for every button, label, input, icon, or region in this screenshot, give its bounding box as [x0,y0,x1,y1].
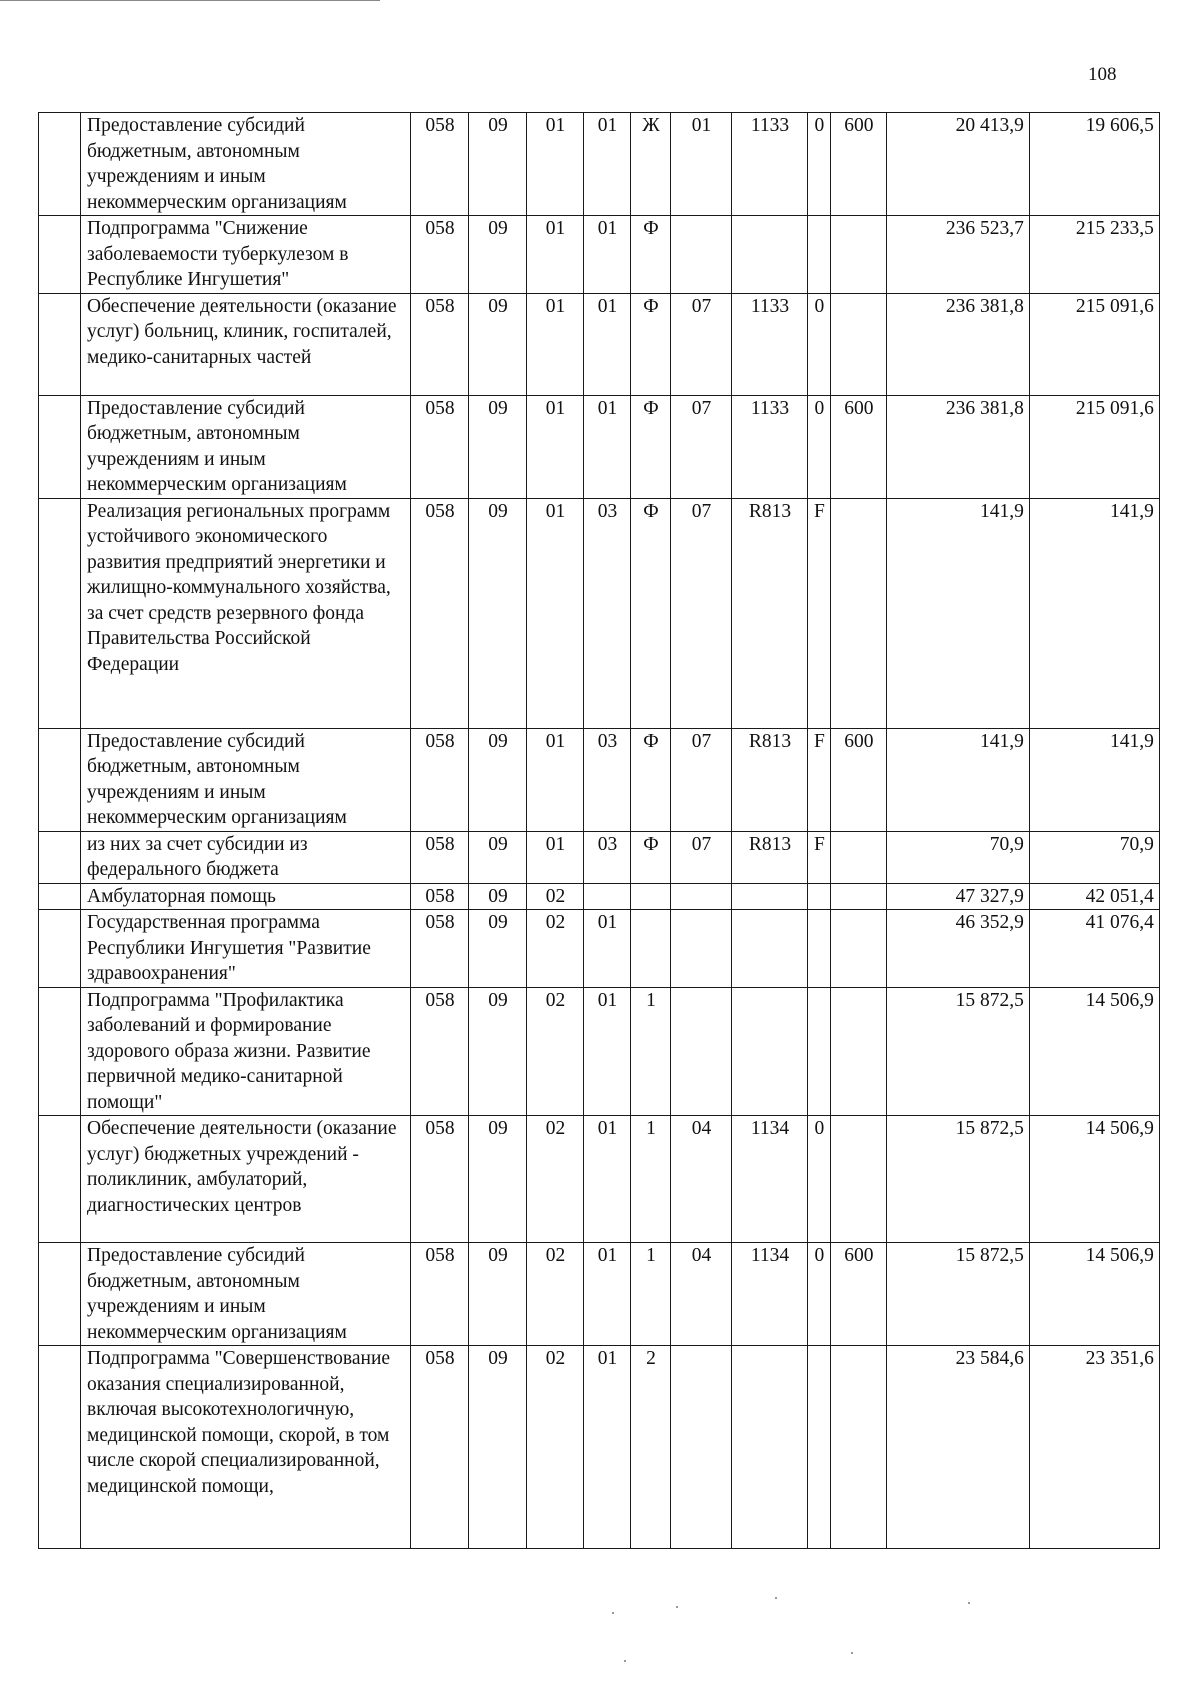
amount-actual-cell: 41 076,4 [1029,910,1159,988]
section-code-cell: 09 [469,498,527,728]
direction-suffix-cell: F [808,498,831,728]
item-name-cell: Подпрограмма "Снижение заболеваемости туберкулезом в Республике Ингушетия" [81,216,411,294]
direction-code-cell: 1134 [732,1116,808,1243]
section-code-cell: 09 [469,728,527,831]
direction-code-cell [732,1346,808,1549]
item-name-cell: Обеспечение деятельности (оказание услуг) бюджетных учреждений - поликлиник, амбулаторий, диагностических центров [81,1116,411,1243]
expense-type-cell [830,831,886,883]
amount-plan-cell: 70,9 [886,831,1029,883]
activity-code-cell [671,910,732,988]
table-body [39,113,1160,1549]
item-name-cell: Подпрограмма "Профилактика заболеваний и формирование здорового образа жизни. Развитие первичной медико-санитарной помощи" [81,987,411,1116]
direction-code-cell: R813 [732,831,808,883]
subprogram-code-cell: Ф [631,728,671,831]
expense-type-cell [830,1116,886,1243]
amount-actual-cell: 19 606,5 [1029,113,1159,216]
section-code-cell: 09 [469,293,527,395]
expense-type-cell [830,293,886,395]
ministry-code-cell: 058 [411,498,469,728]
section-code-cell: 09 [469,910,527,988]
ministry-code-cell: 058 [411,395,469,498]
subprogram-code-cell: Ж [631,113,671,216]
direction-suffix-cell: 0 [808,1116,831,1243]
direction-code-cell: 1134 [732,1243,808,1346]
ministry-code-cell: 058 [411,883,469,910]
ministry-code-cell: 058 [411,293,469,395]
subsection-code-cell: 01 [527,293,584,395]
direction-code-cell [732,987,808,1116]
activity-code-cell [671,1346,732,1549]
amount-plan-cell: 23 584,6 [886,1346,1029,1549]
table-row [39,498,1160,728]
row-number-cell [39,395,81,498]
expense-type-cell: 600 [830,728,886,831]
direction-suffix-cell: 0 [808,113,831,216]
direction-suffix-cell [808,987,831,1116]
row-number-cell [39,831,81,883]
program-code-cell: 01 [584,1116,631,1243]
direction-suffix-cell: F [808,831,831,883]
subsection-code-cell: 02 [527,1346,584,1549]
program-code-cell: 01 [584,910,631,988]
subsection-code-cell: 01 [527,113,584,216]
item-name-cell: Амбулаторная помощь [81,883,411,910]
program-code-cell: 01 [584,1243,631,1346]
table-row [39,910,1160,988]
scan-speck [775,1597,777,1599]
row-number-cell [39,1346,81,1549]
direction-suffix-cell [808,216,831,294]
activity-code-cell: 07 [671,498,732,728]
ministry-code-cell: 058 [411,1346,469,1549]
program-code-cell: 01 [584,395,631,498]
row-number-cell [39,216,81,294]
amount-actual-cell: 14 506,9 [1029,1116,1159,1243]
direction-code-cell: R813 [732,728,808,831]
scan-speck [612,1612,614,1614]
table-row [39,1116,1160,1243]
amount-plan-cell: 236 381,8 [886,293,1029,395]
page-number: 108 [1088,64,1117,85]
subprogram-code-cell [631,910,671,988]
subsection-code-cell: 01 [527,395,584,498]
amount-plan-cell: 15 872,5 [886,987,1029,1116]
subprogram-code-cell: 1 [631,987,671,1116]
amount-actual-cell: 215 091,6 [1029,293,1159,395]
amount-plan-cell: 141,9 [886,728,1029,831]
subsection-code-cell: 01 [527,498,584,728]
scan-speck [968,1602,970,1604]
section-code-cell: 09 [469,1116,527,1243]
expense-type-cell [830,1346,886,1549]
program-code-cell [584,883,631,910]
table-row [39,987,1160,1116]
expense-type-cell: 600 [830,113,886,216]
expense-type-cell [830,498,886,728]
expense-type-cell [830,883,886,910]
amount-actual-cell: 14 506,9 [1029,987,1159,1116]
direction-code-cell [732,910,808,988]
item-name-cell: Обеспечение деятельности (оказание услуг) больниц, клиник, госпиталей, медико-санитарных частей [81,293,411,395]
row-number-cell [39,728,81,831]
subsection-code-cell: 01 [527,831,584,883]
amount-plan-cell: 20 413,9 [886,113,1029,216]
subprogram-code-cell: Ф [631,831,671,883]
row-number-cell [39,498,81,728]
program-code-cell: 03 [584,728,631,831]
amount-plan-cell: 236 523,7 [886,216,1029,294]
ministry-code-cell: 058 [411,216,469,294]
ministry-code-cell: 058 [411,1243,469,1346]
subsection-code-cell: 02 [527,1243,584,1346]
subprogram-code-cell: Ф [631,395,671,498]
section-code-cell: 09 [469,395,527,498]
direction-suffix-cell: 0 [808,293,831,395]
row-number-cell [39,113,81,216]
item-name-cell: Подпрограмма "Совершенствование оказания специализированной, включая высокотехнологичную, медицинской помощи, скорой, в том числе скорой специализированной, медицинской помощи, [81,1346,411,1549]
item-name-cell: Предоставление субсидий бюджетным, автономным учреждениям и иным некоммерческим организациям [81,1243,411,1346]
section-code-cell: 09 [469,831,527,883]
item-name-cell: Предоставление субсидий бюджетным, автономным учреждениям и иным некоммерческим организациям [81,395,411,498]
subprogram-code-cell: Ф [631,216,671,294]
subsection-code-cell: 02 [527,910,584,988]
program-code-cell: 01 [584,113,631,216]
subprogram-code-cell: 2 [631,1346,671,1549]
activity-code-cell: 07 [671,293,732,395]
subprogram-code-cell [631,883,671,910]
amount-actual-cell: 42 051,4 [1029,883,1159,910]
ministry-code-cell: 058 [411,910,469,988]
ministry-code-cell: 058 [411,1116,469,1243]
item-name-cell: Реализация региональных программ устойчивого экономического развития предприятий энергетики и жилищно-коммунального хозяйства, за счет средств резервного фонда Правительства Российской Федерации [81,498,411,728]
table-row [39,1346,1160,1549]
budget-table [38,112,1160,1549]
ministry-code-cell: 058 [411,831,469,883]
activity-code-cell: 04 [671,1116,732,1243]
scan-speck [676,1606,678,1608]
amount-actual-cell: 70,9 [1029,831,1159,883]
section-code-cell: 09 [469,987,527,1116]
ministry-code-cell: 058 [411,987,469,1116]
item-name-cell: Государственная программа Республики Ингушетия "Развитие здравоохранения" [81,910,411,988]
item-name-cell: Предоставление субсидий бюджетным, автономным учреждениям и иным некоммерческим организациям [81,728,411,831]
expense-type-cell [830,910,886,988]
activity-code-cell: 07 [671,395,732,498]
table-row [39,883,1160,910]
direction-code-cell: R813 [732,498,808,728]
row-number-cell [39,1116,81,1243]
direction-code-cell: 1133 [732,293,808,395]
expense-type-cell: 600 [830,1243,886,1346]
section-code-cell: 09 [469,113,527,216]
activity-code-cell [671,216,732,294]
scan-speck [624,1660,626,1662]
program-code-cell: 01 [584,293,631,395]
direction-suffix-cell: F [808,728,831,831]
program-code-cell: 03 [584,498,631,728]
table-row [39,831,1160,883]
subsection-code-cell: 02 [527,1116,584,1243]
subsection-code-cell: 02 [527,883,584,910]
table-row [39,728,1160,831]
row-number-cell [39,293,81,395]
direction-suffix-cell: 0 [808,395,831,498]
item-name-cell: из них за счет субсидии из федерального бюджета [81,831,411,883]
section-code-cell: 09 [469,883,527,910]
ministry-code-cell: 058 [411,113,469,216]
amount-actual-cell: 23 351,6 [1029,1346,1159,1549]
section-code-cell: 09 [469,216,527,294]
direction-suffix-cell [808,910,831,988]
row-number-cell [39,910,81,988]
program-code-cell: 01 [584,216,631,294]
item-name-cell: Предоставление субсидий бюджетным, автономным учреждениям и иным некоммерческим организациям [81,113,411,216]
direction-code-cell: 1133 [732,395,808,498]
table-row [39,1243,1160,1346]
direction-code-cell: 1133 [732,113,808,216]
direction-suffix-cell [808,1346,831,1549]
subprogram-code-cell: 1 [631,1116,671,1243]
amount-plan-cell: 46 352,9 [886,910,1029,988]
activity-code-cell [671,883,732,910]
row-number-cell [39,987,81,1116]
subprogram-code-cell: Ф [631,498,671,728]
amount-plan-cell: 15 872,5 [886,1243,1029,1346]
subsection-code-cell: 02 [527,987,584,1116]
program-code-cell: 01 [584,1346,631,1549]
amount-plan-cell: 47 327,9 [886,883,1029,910]
section-code-cell: 09 [469,1346,527,1549]
activity-code-cell [671,987,732,1116]
table-row [39,395,1160,498]
ministry-code-cell: 058 [411,728,469,831]
program-code-cell: 03 [584,831,631,883]
table-row [39,293,1160,395]
amount-actual-cell: 215 233,5 [1029,216,1159,294]
activity-code-cell: 04 [671,1243,732,1346]
amount-actual-cell: 215 091,6 [1029,395,1159,498]
expense-type-cell [830,216,886,294]
section-code-cell: 09 [469,1243,527,1346]
amount-actual-cell: 141,9 [1029,498,1159,728]
subprogram-code-cell: 1 [631,1243,671,1346]
amount-actual-cell: 141,9 [1029,728,1159,831]
amount-plan-cell: 141,9 [886,498,1029,728]
program-code-cell: 01 [584,987,631,1116]
direction-code-cell [732,883,808,910]
activity-code-cell: 07 [671,728,732,831]
subsection-code-cell: 01 [527,728,584,831]
expense-type-cell [830,987,886,1116]
amount-plan-cell: 236 381,8 [886,395,1029,498]
table-row [39,216,1160,294]
row-number-cell [39,883,81,910]
activity-code-cell: 07 [671,831,732,883]
direction-suffix-cell [808,883,831,910]
table-row [39,113,1160,216]
subsection-code-cell: 01 [527,216,584,294]
subprogram-code-cell: Ф [631,293,671,395]
scan-speck [851,1652,853,1654]
direction-code-cell [732,216,808,294]
expense-type-cell: 600 [830,395,886,498]
amount-actual-cell: 14 506,9 [1029,1243,1159,1346]
amount-plan-cell: 15 872,5 [886,1116,1029,1243]
direction-suffix-cell: 0 [808,1243,831,1346]
scan-edge-line [0,0,380,1]
row-number-cell [39,1243,81,1346]
activity-code-cell: 01 [671,113,732,216]
